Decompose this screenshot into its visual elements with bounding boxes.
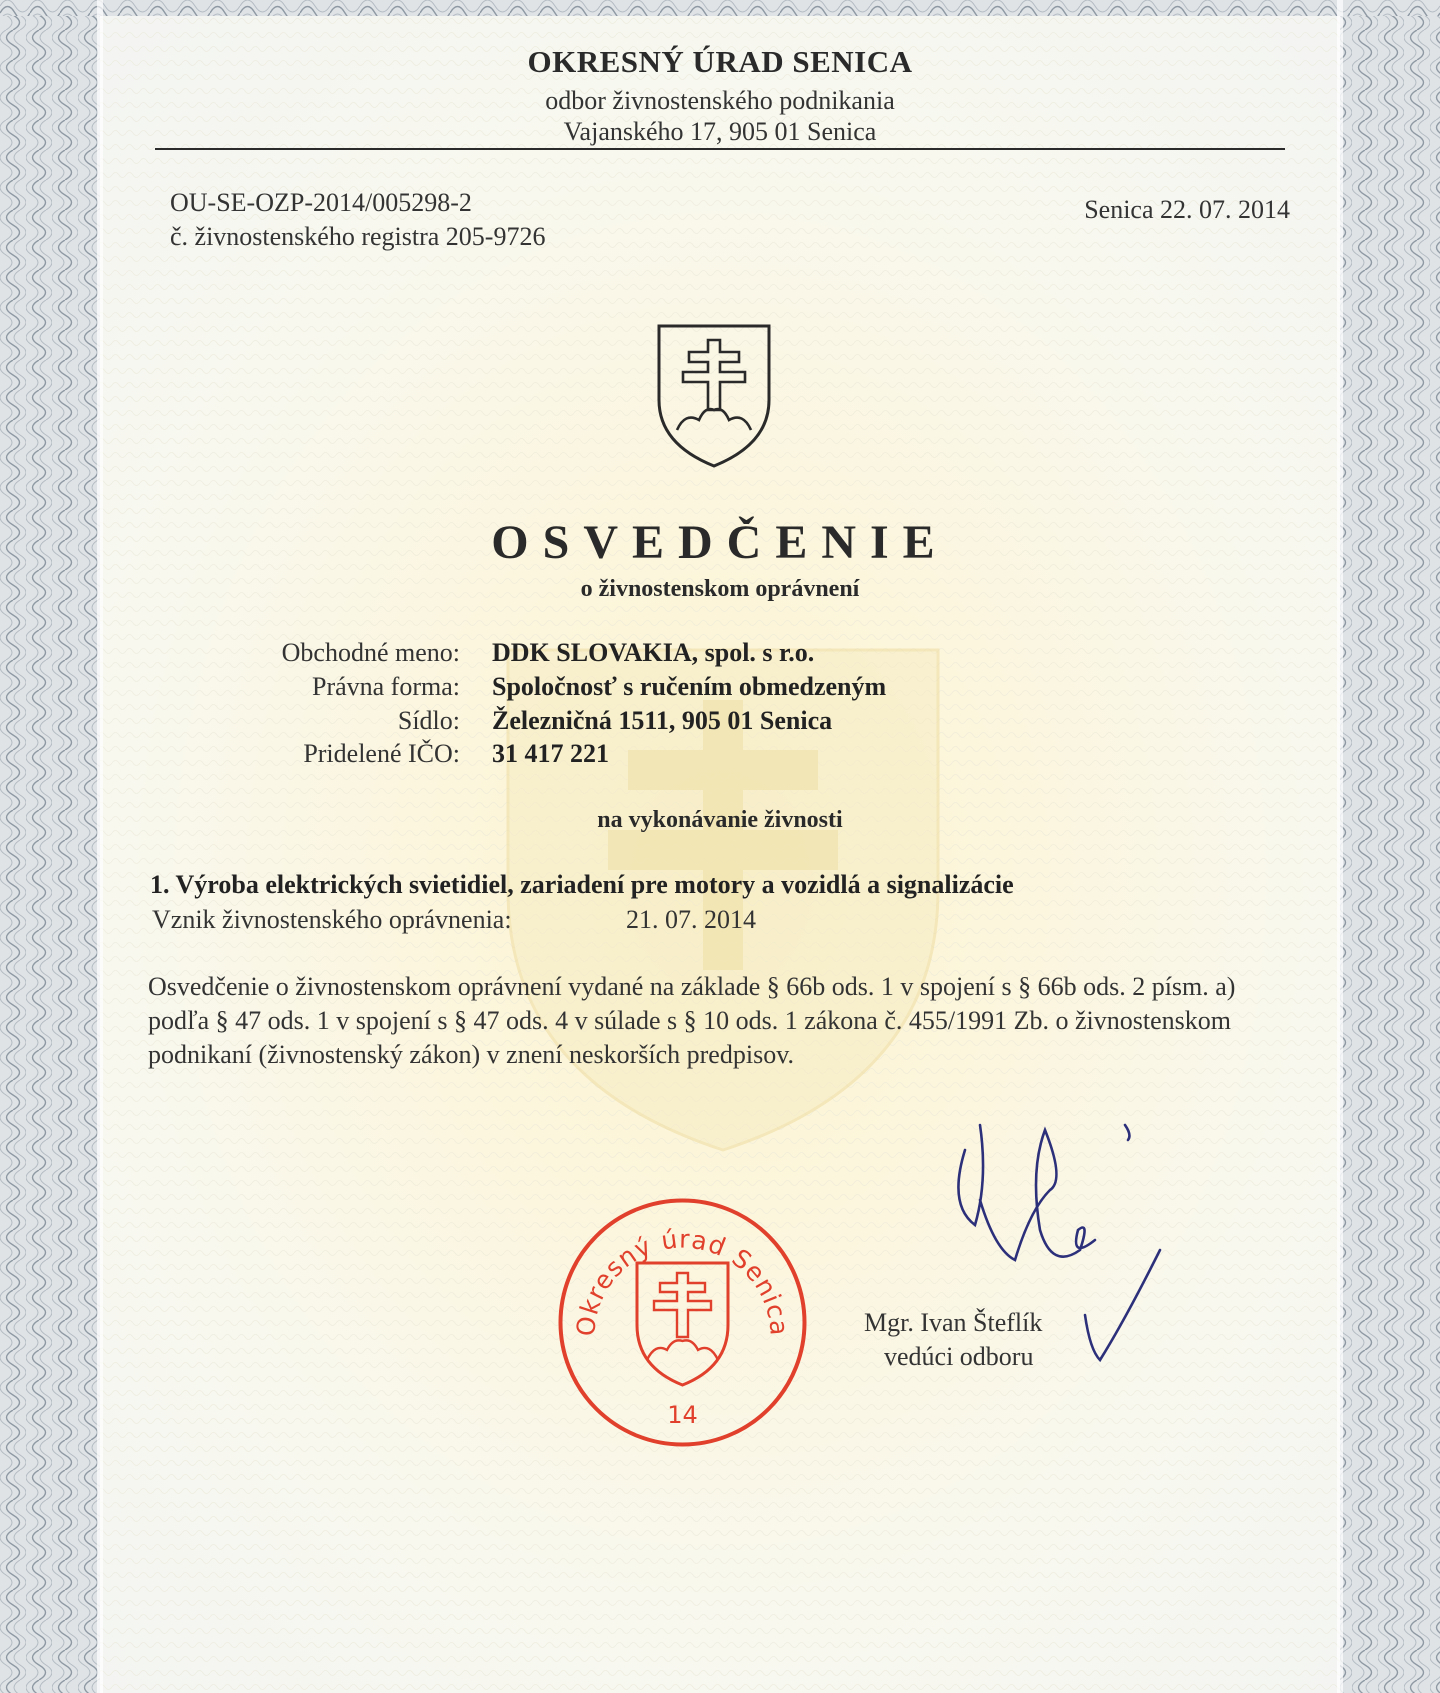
signer-name: Mgr. Ivan Šteflík [864, 1308, 1043, 1337]
activity-item: 1. Výroba elektrických svietidiel, zariadení pre motory a vozidlá a signalizácie [150, 870, 1014, 899]
header-divider [155, 148, 1285, 150]
seat-label: Sídlo: [397, 706, 460, 735]
origin-date: 21. 07. 2014 [626, 905, 756, 934]
stamp-number: 14 [667, 1401, 698, 1429]
legal-basis-text: Osvedčenie o živnostenskom oprávnení vydané na základe § 66b ods. 1 v spojení s § 66b ods. 2 písm. a) podľa § 47 ods. 1 v spojení s § 47 ods. 4 v súlade s § 10 ods. 1 zákona č. 455/1991 Zb. o živnostenskom podnikaní (živnostenský zákon) v znení neskorších predpisov. [148, 972, 1236, 1069]
ico-value: 31 417 221 [492, 739, 609, 768]
department-name: odbor živnostenského podnikania [545, 86, 895, 115]
place-date: Senica 22. 07. 2014 [1084, 195, 1290, 224]
signer-role: vedúci odboru [884, 1342, 1034, 1371]
office-name: OKRESNÝ ÚRAD SENICA [527, 44, 913, 79]
coat-of-arms-icon [655, 322, 773, 470]
handwritten-signature [940, 1110, 1200, 1380]
origin-label: Vznik živnostenského oprávnenia: [152, 905, 512, 934]
legal-form-value: Spoločnosť s ručením obmedzeným [492, 672, 887, 701]
activity-intro: na vykonávanie živnosti [597, 807, 843, 833]
office-address: Vajanského 17, 905 01 Senica [563, 117, 877, 146]
file-number: OU-SE-OZP-2014/005298-2 [170, 188, 472, 217]
registry-number: č. živnostenského registra 205-9726 [170, 222, 546, 251]
company-name-value: DDK SLOVAKIA, spol. s r.o. [492, 638, 815, 667]
stamp-text: Okresný úrad Senica [571, 1224, 794, 1338]
certificate-subtitle: o živnostenskom oprávnení [580, 576, 860, 602]
ico-label: Pridelené IČO: [303, 739, 460, 768]
legal-form-label: Právna forma: [311, 672, 460, 701]
official-stamp [555, 1195, 810, 1450]
svg-text:Okresný úrad Senica [571, 1224, 794, 1337]
certificate-title: OSVEDČENIE [491, 516, 949, 569]
company-name-label: Obchodné meno: [281, 638, 460, 667]
seat-value: Železničná 1511, 905 01 Senica [492, 706, 833, 735]
